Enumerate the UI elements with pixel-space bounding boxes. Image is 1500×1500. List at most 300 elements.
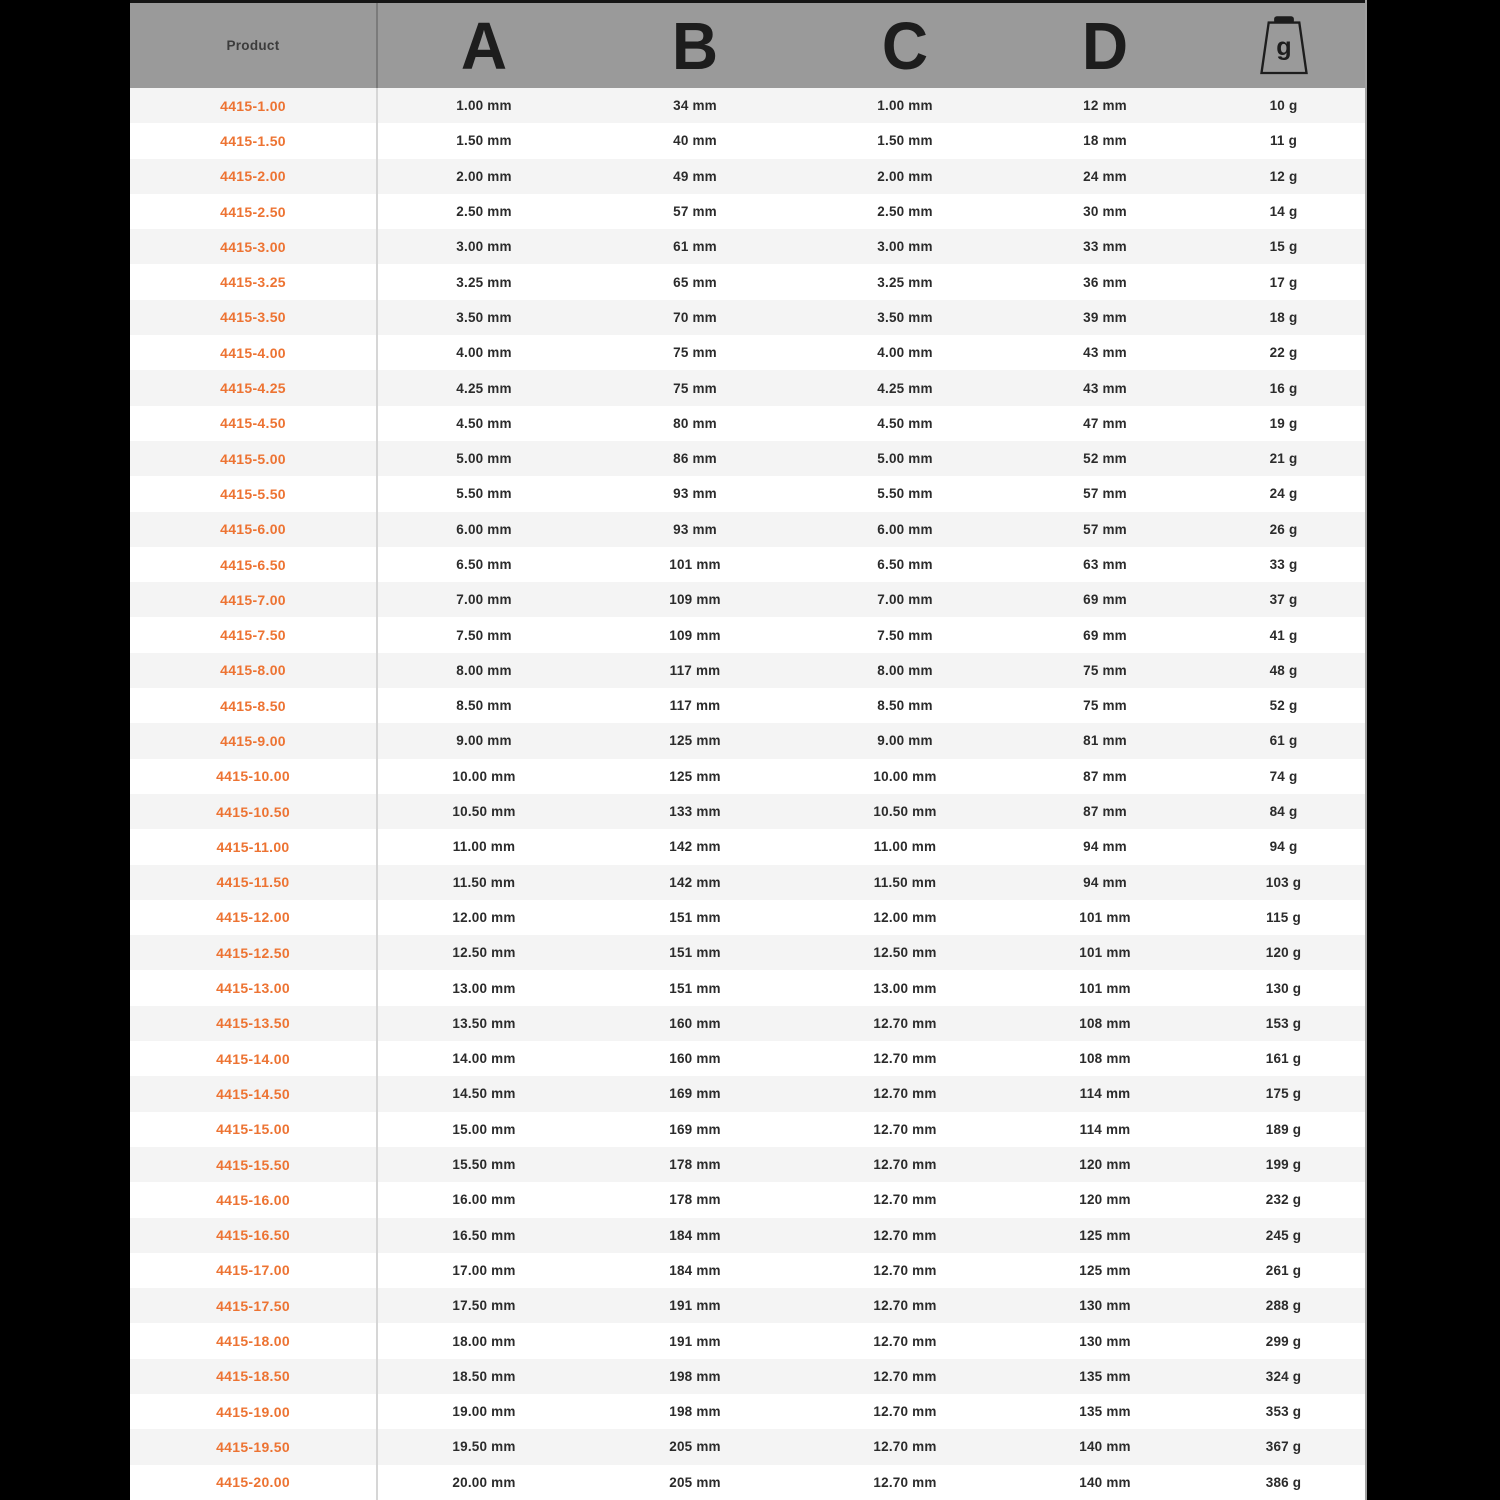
dimension-a-cell: 10.00 mm bbox=[452, 768, 516, 784]
product-cell bbox=[130, 1465, 378, 1500]
dimension-a-cell: 14.50 mm bbox=[452, 1086, 516, 1102]
product-code-link[interactable]: 4415-16.50 bbox=[216, 1227, 290, 1244]
product-cell bbox=[130, 1288, 378, 1323]
product-code-link[interactable]: 4415-14.00 bbox=[216, 1050, 290, 1067]
dimension-b-cell: 205 mm bbox=[669, 1439, 721, 1455]
weight-cell: 11 g bbox=[1269, 133, 1298, 149]
product-code-link[interactable]: 4415-10.50 bbox=[216, 803, 290, 820]
dimension-c-cell: 6.50 mm bbox=[877, 557, 933, 572]
weight-cell: 103 g bbox=[1265, 874, 1302, 890]
dimension-d-cell: 108 mm bbox=[1079, 1051, 1131, 1067]
product-code-link[interactable]: 4415-19.50 bbox=[216, 1438, 290, 1455]
weight-cell: 15 g bbox=[1269, 239, 1298, 255]
dimension-c-cell: 6.00 mm bbox=[877, 521, 933, 537]
dimension-b-cell: 75 mm bbox=[673, 345, 717, 361]
dimension-a-cell: 3.25 mm bbox=[456, 274, 512, 290]
dimension-d-cell: 114 mm bbox=[1079, 1121, 1131, 1137]
table-row bbox=[130, 547, 1365, 582]
product-cell bbox=[130, 159, 378, 194]
dimension-c-cell: 12.70 mm bbox=[873, 1227, 937, 1243]
dimension-c-cell: 10.00 mm bbox=[873, 768, 937, 784]
dimension-c-cell: 3.50 mm bbox=[877, 309, 933, 325]
table-row bbox=[130, 1253, 1365, 1288]
table-row bbox=[130, 476, 1365, 511]
dimension-a-cell: 15.50 mm bbox=[452, 1157, 516, 1173]
product-code-link[interactable]: 4415-2.00 bbox=[220, 168, 286, 185]
product-code-link[interactable]: 4415-6.00 bbox=[220, 521, 286, 538]
dimension-b-cell: 70 mm bbox=[673, 309, 717, 325]
weight-cell: 324 g bbox=[1265, 1368, 1302, 1384]
dimension-a-cell: 1.50 mm bbox=[456, 133, 512, 149]
dimension-c-cell: 4.50 mm bbox=[877, 415, 933, 431]
table-row bbox=[130, 512, 1365, 547]
product-code-link[interactable]: 4415-2.50 bbox=[220, 203, 286, 220]
table-row bbox=[130, 794, 1365, 829]
weight-cell: 61 g bbox=[1269, 733, 1298, 749]
table-row bbox=[130, 335, 1365, 370]
dimension-a-cell: 16.50 mm bbox=[452, 1227, 516, 1243]
table-row bbox=[130, 1006, 1365, 1041]
product-code-link[interactable]: 4415-4.25 bbox=[220, 380, 286, 397]
product-code-link[interactable]: 4415-18.50 bbox=[216, 1368, 290, 1385]
dimension-a-cell: 8.50 mm bbox=[456, 698, 512, 714]
weight-cell: 261 g bbox=[1265, 1262, 1302, 1278]
product-cell bbox=[130, 300, 378, 335]
product-code-link[interactable]: 4415-20.00 bbox=[216, 1474, 290, 1491]
dimension-c-cell: 12.70 mm bbox=[873, 1192, 937, 1208]
dimension-d-cell: 114 mm bbox=[1079, 1086, 1131, 1102]
dimension-a-cell: 4.50 mm bbox=[456, 415, 512, 431]
column-header-a: A bbox=[460, 8, 508, 83]
dimension-b-cell: 125 mm bbox=[669, 733, 721, 749]
product-code-link[interactable]: 4415-3.50 bbox=[220, 309, 286, 326]
product-cell bbox=[130, 194, 378, 229]
column-header-c: C bbox=[881, 8, 929, 83]
product-cell bbox=[130, 582, 378, 617]
table-row bbox=[130, 900, 1365, 935]
dimension-c-cell: 12.70 mm bbox=[873, 1086, 937, 1102]
dimension-c-cell: 5.50 mm bbox=[877, 486, 933, 502]
dimension-c-cell: 7.50 mm bbox=[877, 627, 933, 643]
dimension-b-cell: 93 mm bbox=[673, 521, 717, 537]
product-cell bbox=[130, 1429, 378, 1464]
table-row bbox=[130, 159, 1365, 194]
product-code-link[interactable]: 4415-4.50 bbox=[220, 415, 286, 432]
product-code-link[interactable]: 4415-17.50 bbox=[216, 1297, 290, 1314]
dimension-d-cell: 125 mm bbox=[1079, 1227, 1131, 1243]
dimension-c-cell: 2.00 mm bbox=[877, 168, 933, 184]
product-cell bbox=[130, 1006, 378, 1041]
dimension-b-cell: 178 mm bbox=[669, 1157, 721, 1173]
dimension-c-cell: 12.70 mm bbox=[873, 1368, 937, 1384]
table-row bbox=[130, 1182, 1365, 1217]
product-code-link[interactable]: 4415-6.50 bbox=[220, 556, 286, 573]
dimension-d-cell: 125 mm bbox=[1079, 1262, 1131, 1278]
product-code-link[interactable]: 4415-7.50 bbox=[220, 627, 286, 644]
product-code-link[interactable]: 4415-3.25 bbox=[220, 274, 286, 291]
dimension-a-cell: 6.00 mm bbox=[456, 521, 512, 537]
table-row bbox=[130, 194, 1365, 229]
table-row bbox=[130, 1112, 1365, 1147]
product-cell bbox=[130, 476, 378, 511]
table-row bbox=[130, 300, 1365, 335]
column-header-product bbox=[130, 3, 378, 88]
dimension-a-cell: 17.50 mm bbox=[452, 1298, 516, 1314]
dimension-a-cell: 12.00 mm bbox=[452, 909, 516, 925]
table-row bbox=[130, 970, 1365, 1005]
column-header-d: D bbox=[1081, 8, 1129, 83]
table-row bbox=[130, 264, 1365, 299]
dimension-a-cell: 19.00 mm bbox=[452, 1404, 516, 1420]
dimension-c-cell: 12.70 mm bbox=[873, 1121, 937, 1137]
product-header-label: Product bbox=[226, 38, 280, 53]
product-cell bbox=[130, 229, 378, 264]
dimension-c-cell: 9.00 mm bbox=[877, 733, 933, 749]
dimension-d-cell: 12 mm bbox=[1083, 98, 1127, 114]
dimension-d-cell: 69 mm bbox=[1083, 592, 1127, 608]
dimension-b-cell: 178 mm bbox=[669, 1192, 721, 1208]
product-code-link[interactable]: 4415-15.50 bbox=[216, 1156, 290, 1173]
dimension-d-cell: 69 mm bbox=[1083, 627, 1127, 643]
weight-cell: 19 g bbox=[1269, 415, 1298, 431]
dimension-a-cell: 1.00 mm bbox=[456, 98, 512, 114]
weight-cell: 94 g bbox=[1269, 839, 1298, 855]
dimension-a-cell: 8.00 mm bbox=[456, 662, 512, 678]
table-row bbox=[130, 759, 1365, 794]
dimension-d-cell: 63 mm bbox=[1083, 557, 1127, 572]
table-row bbox=[130, 441, 1365, 476]
weight-cell: 84 g bbox=[1269, 804, 1298, 820]
product-code-link[interactable]: 4415-8.50 bbox=[220, 697, 286, 714]
dimension-d-cell: 94 mm bbox=[1083, 874, 1127, 890]
dimension-d-cell: 101 mm bbox=[1079, 945, 1131, 961]
product-code-link[interactable]: 4415-12.50 bbox=[216, 944, 290, 961]
dimension-b-cell: 198 mm bbox=[669, 1368, 721, 1384]
weight-cell: 16 g bbox=[1269, 380, 1298, 396]
product-cell bbox=[130, 1253, 378, 1288]
product-cell bbox=[130, 335, 378, 370]
weight-cell: 232 g bbox=[1265, 1192, 1302, 1208]
weight-cell: 12 g bbox=[1269, 168, 1298, 184]
weight-cell: 115 g bbox=[1266, 909, 1301, 925]
product-code-link[interactable]: 4415-7.00 bbox=[220, 591, 286, 608]
dimension-b-cell: 57 mm bbox=[673, 204, 717, 220]
product-cell bbox=[130, 441, 378, 476]
product-cell bbox=[130, 1147, 378, 1182]
weight-cell: 17 g bbox=[1269, 274, 1298, 290]
dimension-d-cell: 135 mm bbox=[1079, 1404, 1131, 1420]
weight-cell: 367 g bbox=[1265, 1439, 1302, 1455]
dimension-a-cell: 17.00 mm bbox=[452, 1262, 516, 1278]
dimension-d-cell: 30 mm bbox=[1083, 204, 1127, 220]
dimension-d-cell: 101 mm bbox=[1079, 980, 1131, 996]
table-row bbox=[130, 688, 1365, 723]
dimension-a-cell: 13.50 mm bbox=[452, 1015, 516, 1031]
product-cell bbox=[130, 794, 378, 829]
dimension-a-cell: 20.00 mm bbox=[452, 1474, 516, 1490]
dimension-a-cell: 13.00 mm bbox=[452, 980, 516, 996]
dimension-c-cell: 12.70 mm bbox=[873, 1015, 937, 1031]
dimension-d-cell: 135 mm bbox=[1079, 1368, 1131, 1384]
product-cell bbox=[130, 264, 378, 299]
dimension-b-cell: 109 mm bbox=[669, 592, 721, 608]
product-code-link[interactable]: 4415-5.00 bbox=[220, 450, 286, 467]
dimension-b-cell: 184 mm bbox=[669, 1227, 721, 1243]
dimension-a-cell: 3.50 mm bbox=[456, 309, 512, 325]
product-code-link[interactable]: 4415-1.00 bbox=[220, 97, 286, 114]
product-code-link[interactable]: 4415-17.00 bbox=[216, 1262, 290, 1279]
product-cell bbox=[130, 1041, 378, 1076]
dimension-b-cell: 184 mm bbox=[669, 1262, 721, 1278]
dimension-a-cell: 11.00 mm bbox=[452, 839, 516, 855]
product-code-link[interactable]: 4415-3.00 bbox=[220, 238, 286, 255]
product-code-link[interactable]: 4415-11.00 bbox=[216, 838, 290, 855]
product-cell bbox=[130, 88, 378, 123]
dimension-d-cell: 81 mm bbox=[1083, 733, 1127, 749]
dimension-a-cell: 14.00 mm bbox=[452, 1051, 516, 1067]
dimension-a-cell: 2.00 mm bbox=[456, 168, 512, 184]
table-row bbox=[130, 1465, 1365, 1500]
weight-cell: 41 g bbox=[1269, 627, 1298, 643]
dimension-c-cell: 11.00 mm bbox=[873, 839, 937, 855]
product-cell bbox=[130, 406, 378, 441]
table-row bbox=[130, 1041, 1365, 1076]
dimension-a-cell: 16.00 mm bbox=[452, 1192, 516, 1208]
dimension-a-cell: 7.50 mm bbox=[456, 627, 512, 643]
dimension-b-cell: 142 mm bbox=[669, 839, 721, 855]
product-code-link[interactable]: 4415-16.00 bbox=[216, 1191, 290, 1208]
dimension-d-cell: 120 mm bbox=[1079, 1157, 1131, 1173]
dimension-d-cell: 75 mm bbox=[1083, 698, 1127, 714]
product-code-link[interactable]: 4415-14.50 bbox=[216, 1085, 290, 1102]
weight-cell: 52 g bbox=[1269, 698, 1298, 714]
dimension-c-cell: 12.70 mm bbox=[873, 1262, 937, 1278]
product-code-link[interactable]: 4415-18.00 bbox=[216, 1333, 290, 1350]
dimension-b-cell: 191 mm bbox=[669, 1298, 721, 1314]
weight-cell: 33 g bbox=[1269, 557, 1298, 572]
product-code-link[interactable]: 4415-10.00 bbox=[216, 768, 290, 785]
product-cell bbox=[130, 935, 378, 970]
dimension-c-cell: 3.25 mm bbox=[877, 274, 933, 290]
dimension-b-cell: 34 mm bbox=[673, 98, 717, 114]
product-cell bbox=[130, 1076, 378, 1111]
dimension-c-cell: 12.70 mm bbox=[873, 1051, 937, 1067]
dimension-d-cell: 39 mm bbox=[1083, 309, 1127, 325]
product-code-link[interactable]: 4415-11.50 bbox=[216, 874, 290, 891]
product-code-link[interactable]: 4415-13.00 bbox=[216, 980, 290, 997]
dimension-d-cell: 24 mm bbox=[1083, 168, 1127, 184]
table-row bbox=[130, 370, 1365, 405]
table-header-row bbox=[130, 0, 1365, 88]
product-code-link[interactable]: 4415-1.50 bbox=[220, 132, 286, 149]
dimension-a-cell: 5.50 mm bbox=[456, 486, 512, 502]
dimension-b-cell: 93 mm bbox=[673, 486, 717, 502]
dimension-c-cell: 8.50 mm bbox=[877, 698, 933, 714]
table-row bbox=[130, 406, 1365, 441]
table-row bbox=[130, 1394, 1365, 1429]
product-cell bbox=[130, 1218, 378, 1253]
dimension-d-cell: 94 mm bbox=[1083, 839, 1127, 855]
weight-cell: 130 g bbox=[1265, 980, 1302, 996]
weight-cell: 21 g bbox=[1269, 451, 1298, 467]
product-cell bbox=[130, 865, 378, 900]
dimension-d-cell: 87 mm bbox=[1083, 804, 1127, 820]
dimension-a-cell: 4.00 mm bbox=[456, 345, 512, 361]
table-row bbox=[130, 1359, 1365, 1394]
table-row bbox=[130, 88, 1365, 123]
dimension-d-cell: 52 mm bbox=[1083, 451, 1127, 467]
table-row bbox=[130, 1218, 1365, 1253]
dimension-b-cell: 169 mm bbox=[669, 1121, 721, 1137]
product-cell bbox=[130, 547, 378, 582]
product-cell bbox=[130, 688, 378, 723]
dimension-b-cell: 49 mm bbox=[673, 168, 717, 184]
table-row bbox=[130, 229, 1365, 264]
dimension-b-cell: 151 mm bbox=[669, 909, 721, 925]
weight-cell: 74 g bbox=[1269, 768, 1298, 784]
product-cell bbox=[130, 970, 378, 1005]
product-cell bbox=[130, 723, 378, 758]
table-row bbox=[130, 1429, 1365, 1464]
dimension-a-cell: 18.00 mm bbox=[452, 1333, 516, 1349]
dimension-d-cell: 120 mm bbox=[1079, 1192, 1131, 1208]
dimension-b-cell: 191 mm bbox=[669, 1333, 721, 1349]
dimension-c-cell: 4.25 mm bbox=[877, 380, 933, 396]
weight-unit-glyph: g bbox=[1275, 32, 1292, 61]
dimension-b-cell: 86 mm bbox=[673, 451, 717, 467]
table-row bbox=[130, 723, 1365, 758]
dimension-b-cell: 75 mm bbox=[673, 380, 717, 396]
weight-cell: 386 g bbox=[1265, 1474, 1302, 1490]
dimension-d-cell: 140 mm bbox=[1079, 1474, 1131, 1490]
dimension-c-cell: 10.50 mm bbox=[873, 804, 937, 820]
weight-cell: 22 g bbox=[1269, 345, 1298, 361]
dimension-d-cell: 87 mm bbox=[1083, 768, 1127, 784]
product-cell bbox=[130, 1182, 378, 1217]
dimension-a-cell: 3.00 mm bbox=[456, 239, 512, 255]
table-row bbox=[130, 653, 1365, 688]
table-row bbox=[130, 123, 1365, 158]
dimension-a-cell: 4.25 mm bbox=[456, 380, 512, 396]
dimension-c-cell: 11.50 mm bbox=[873, 874, 937, 890]
dimension-b-cell: 133 mm bbox=[669, 804, 721, 820]
table-row bbox=[130, 829, 1365, 864]
weight-cell: 189 g bbox=[1265, 1121, 1302, 1137]
product-code-link[interactable]: 4415-4.00 bbox=[220, 344, 286, 361]
weight-cell: 299 g bbox=[1265, 1333, 1302, 1349]
product-cell bbox=[130, 1323, 378, 1358]
dimension-c-cell: 7.00 mm bbox=[877, 592, 933, 608]
dimension-d-cell: 43 mm bbox=[1083, 345, 1127, 361]
dimension-c-cell: 12.70 mm bbox=[873, 1474, 937, 1490]
weight-cell: 288 g bbox=[1265, 1298, 1302, 1314]
table-body bbox=[130, 88, 1365, 1500]
product-cell bbox=[130, 370, 378, 405]
dimension-b-cell: 142 mm bbox=[669, 874, 721, 890]
dimension-d-cell: 36 mm bbox=[1083, 274, 1127, 290]
table-row bbox=[130, 1323, 1365, 1358]
dimension-b-cell: 205 mm bbox=[669, 1474, 721, 1490]
weight-cell: 10 g bbox=[1269, 98, 1298, 114]
weight-cell: 24 g bbox=[1269, 486, 1298, 502]
product-code-link[interactable]: 4415-5.50 bbox=[220, 485, 286, 502]
dimension-b-cell: 40 mm bbox=[673, 133, 717, 149]
column-header-weight bbox=[1200, 3, 1367, 88]
dimension-c-cell: 12.70 mm bbox=[873, 1333, 937, 1349]
dimension-b-cell: 151 mm bbox=[669, 945, 721, 961]
product-code-link[interactable]: 4415-12.00 bbox=[216, 909, 290, 926]
weight-cell: 175 g bbox=[1265, 1086, 1302, 1102]
table-row bbox=[130, 1076, 1365, 1111]
dimension-d-cell: 101 mm bbox=[1079, 909, 1131, 925]
dimension-d-cell: 130 mm bbox=[1079, 1333, 1131, 1349]
dimension-c-cell: 12.50 mm bbox=[873, 945, 937, 961]
product-cell bbox=[130, 829, 378, 864]
dimension-a-cell: 5.00 mm bbox=[456, 451, 512, 467]
dimension-c-cell: 5.00 mm bbox=[877, 451, 933, 467]
product-cell bbox=[130, 1359, 378, 1394]
product-code-link[interactable]: 4415-9.00 bbox=[220, 732, 286, 749]
product-code-link[interactable]: 4415-13.50 bbox=[216, 1015, 290, 1032]
product-cell bbox=[130, 1394, 378, 1429]
dimension-b-cell: 125 mm bbox=[669, 768, 721, 784]
table-row bbox=[130, 1288, 1365, 1323]
dimension-a-cell: 15.00 mm bbox=[452, 1121, 516, 1137]
dimension-c-cell: 1.00 mm bbox=[877, 98, 933, 114]
dimension-a-cell: 6.50 mm bbox=[456, 557, 512, 572]
dimension-a-cell: 10.50 mm bbox=[452, 804, 516, 820]
dimension-b-cell: 80 mm bbox=[673, 415, 717, 431]
weight-cell: 14 g bbox=[1269, 204, 1298, 220]
dimension-c-cell: 12.70 mm bbox=[873, 1404, 937, 1420]
dimension-b-cell: 198 mm bbox=[669, 1404, 721, 1420]
dimension-a-cell: 7.00 mm bbox=[456, 592, 512, 608]
weight-cell: 161 g bbox=[1265, 1051, 1302, 1067]
dimension-b-cell: 117 mm bbox=[669, 662, 721, 678]
product-code-link[interactable]: 4415-19.00 bbox=[216, 1403, 290, 1420]
dimension-c-cell: 12.70 mm bbox=[873, 1298, 937, 1314]
spec-table bbox=[130, 0, 1367, 1500]
dimension-b-cell: 109 mm bbox=[669, 627, 721, 643]
product-code-link[interactable]: 4415-15.00 bbox=[216, 1121, 290, 1138]
weight-cell: 26 g bbox=[1269, 521, 1298, 537]
dimension-a-cell: 9.00 mm bbox=[456, 733, 512, 749]
table-row bbox=[130, 865, 1365, 900]
product-cell bbox=[130, 123, 378, 158]
dimension-c-cell: 3.00 mm bbox=[877, 239, 933, 255]
dimension-b-cell: 151 mm bbox=[669, 980, 721, 996]
weight-cell: 153 g bbox=[1265, 1015, 1302, 1031]
dimension-a-cell: 2.50 mm bbox=[456, 204, 512, 220]
dimension-d-cell: 108 mm bbox=[1079, 1015, 1131, 1031]
dimension-b-cell: 169 mm bbox=[669, 1086, 721, 1102]
product-code-link[interactable]: 4415-8.00 bbox=[220, 662, 286, 679]
dimension-b-cell: 160 mm bbox=[669, 1015, 721, 1031]
weight-cell: 18 g bbox=[1269, 309, 1298, 325]
table-row bbox=[130, 1147, 1365, 1182]
table-row bbox=[130, 617, 1365, 652]
product-cell bbox=[130, 653, 378, 688]
dimension-b-cell: 160 mm bbox=[669, 1051, 721, 1067]
product-cell bbox=[130, 1112, 378, 1147]
dimension-c-cell: 12.00 mm bbox=[873, 909, 937, 925]
product-cell bbox=[130, 759, 378, 794]
dimension-d-cell: 57 mm bbox=[1083, 486, 1127, 502]
weight-cell: 245 g bbox=[1265, 1227, 1302, 1243]
weight-icon bbox=[1257, 15, 1311, 77]
dimension-b-cell: 61 mm bbox=[673, 239, 717, 255]
weight-cell: 199 g bbox=[1265, 1157, 1302, 1173]
